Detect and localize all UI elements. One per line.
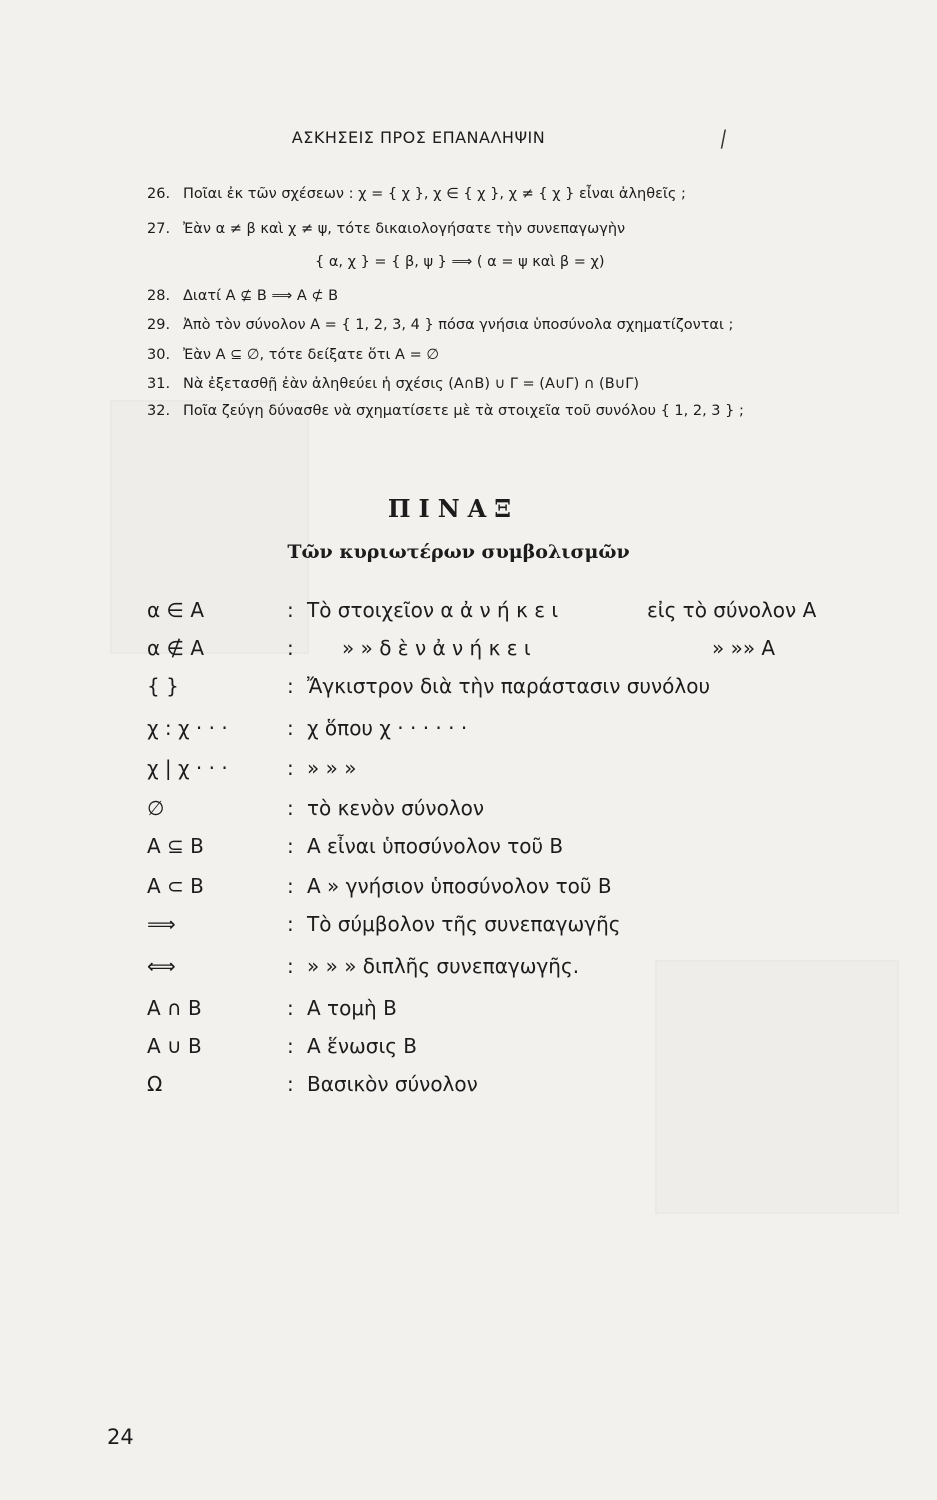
symbol-meaning: Τὸ σύμβολον τῆς συνεπαγωγῆς	[307, 912, 621, 936]
exercise-27-continued	[315, 254, 605, 270]
pinax-subtitle: Τῶν κυριωτέρων συμβολισμῶν	[287, 541, 630, 563]
symbol: Ω	[147, 1072, 163, 1096]
symbol-meaning: Ἄγκιστρον διὰ τὴν παράστασιν συνόλου	[307, 674, 711, 698]
exercise-29	[147, 317, 733, 333]
exercise-number: 32.	[147, 403, 171, 419]
exercise-32	[147, 403, 744, 419]
symbol: A ∪ B	[147, 1034, 202, 1058]
symbol-meaning: A εἶναι ὑποσύνολον τοῦ B	[307, 834, 564, 858]
exercise-text: Ἐὰν α ≠ β καὶ χ ≠ ψ, τότε δικαιολογήσατε τὴν συνεπαγωγὴν	[183, 221, 626, 237]
symbol-meaning: χ ὅπου χ · · · · · ·	[307, 716, 468, 740]
exercise-28	[147, 288, 338, 304]
exercise-text: Ἐὰν A ⊆ ∅, τότε δείξατε ὅτι A = ∅	[183, 347, 439, 363]
colon: :	[287, 756, 294, 780]
exercise-text: Ποῖα ζεύγη δύνασθε νὰ σχηματίσετε μὲ τὰ στοιχεῖα τοῦ συνόλου { 1, 2, 3 } ;	[183, 403, 744, 419]
symbol-row	[147, 756, 887, 790]
exercise-number: 26.	[147, 186, 171, 202]
colon: :	[287, 954, 294, 978]
colon: :	[287, 674, 294, 698]
symbol: A ⊂ B	[147, 874, 204, 898]
exercise-text: Νὰ ἐξετασθῇ ἐὰν ἀληθεύει ἡ σχέσις (A∩B) ∪ Γ = (A∪Γ) ∩ (B∪Γ)	[183, 376, 640, 392]
symbol-row	[147, 1034, 887, 1068]
symbol: A ⊆ B	[147, 834, 204, 858]
colon: :	[287, 598, 294, 622]
symbol-row	[147, 874, 887, 908]
symbol-row	[147, 996, 887, 1030]
pencil-mark-icon: ⁄	[717, 128, 730, 153]
symbol-meaning: A » γνήσιον ὑποσύνολον τοῦ B	[307, 874, 612, 898]
symbol-row	[147, 636, 887, 670]
exercise-27	[147, 221, 625, 237]
exercise-number: 28.	[147, 288, 171, 304]
colon: :	[287, 874, 294, 898]
symbol: χ | χ · · ·	[147, 756, 228, 780]
pinax-title: ΠΙΝΑΞ	[387, 494, 520, 523]
colon: :	[287, 1034, 294, 1058]
implication-arrow-icon: ⟹	[147, 912, 176, 936]
exercise-number: 27.	[147, 221, 171, 237]
exercise-text: { α, χ } = { β, ψ } ⟹ ( α = ψ καὶ β = χ)	[315, 254, 605, 270]
symbol-meaning: A τομὴ B	[307, 996, 397, 1020]
symbol-meaning: A ἕνωσις B	[307, 1034, 418, 1058]
symbol: { }	[147, 674, 179, 698]
symbol-meaning-extra: » »» A	[712, 636, 776, 660]
symbol-row	[147, 716, 887, 750]
colon: :	[287, 796, 294, 820]
exercise-number: 30.	[147, 347, 171, 363]
biconditional-arrow-icon: ⟺	[147, 954, 176, 978]
colon: :	[287, 636, 294, 660]
symbol-row	[147, 1072, 887, 1106]
exercise-text: Ποῖαι ἐκ τῶν σχέσεων : χ = { χ }, χ ∈ { χ }, χ ≠ { χ } εἶναι ἀληθεῖς ;	[183, 186, 686, 202]
symbol-meaning: Βασικὸν σύνολον	[307, 1072, 478, 1096]
exercise-number: 31.	[147, 376, 171, 392]
colon: :	[287, 834, 294, 858]
symbol-row	[147, 796, 887, 830]
symbol: α ∉ A	[147, 636, 205, 660]
symbol-meaning: » » »	[307, 756, 357, 780]
symbol: α ∈ A	[147, 598, 205, 622]
symbol: A ∩ B	[147, 996, 202, 1020]
symbol-meaning: Τὸ στοιχεῖον α ἀ ν ή κ ε ι	[307, 598, 559, 622]
colon: :	[287, 912, 294, 936]
symbol: ∅	[147, 796, 165, 820]
exercise-31	[147, 376, 639, 392]
symbol-row	[147, 912, 887, 946]
exercise-30	[147, 347, 439, 363]
exercise-26	[147, 186, 686, 202]
symbol: χ : χ · · ·	[147, 716, 228, 740]
colon: :	[287, 996, 294, 1020]
symbol-meaning: » » » διπλῆς συνεπαγωγῆς.	[307, 954, 580, 978]
exercise-number: 29.	[147, 317, 171, 333]
exercise-text: Διατί A ⊈ B ⟹ A ⊄ B	[183, 288, 339, 304]
symbol-meaning: τὸ κενὸν σύνολον	[307, 796, 485, 820]
colon: :	[287, 716, 294, 740]
page-number: 24	[107, 1425, 134, 1449]
colon: :	[287, 1072, 294, 1096]
review-exercises-heading: ΑΣΚΗΣΕΙΣ ΠΡΟΣ ΕΠΑΝΑΛΗΨΙΝ	[291, 128, 546, 147]
symbol-row	[147, 674, 887, 708]
symbol-row	[147, 834, 887, 868]
symbol-meaning: » » δ ὲ ν ἀ ν ή κ ε ι	[342, 636, 531, 660]
symbol-row	[147, 598, 887, 632]
symbol-row	[147, 954, 887, 988]
exercise-text: Ἀπὸ τὸν σύνολον A = { 1, 2, 3, 4 } πόσα γνήσια ὑποσύνολα σχηματίζονται ;	[183, 317, 734, 333]
symbol-meaning-extra: εἰς τὸ σύνολον A	[647, 598, 817, 622]
